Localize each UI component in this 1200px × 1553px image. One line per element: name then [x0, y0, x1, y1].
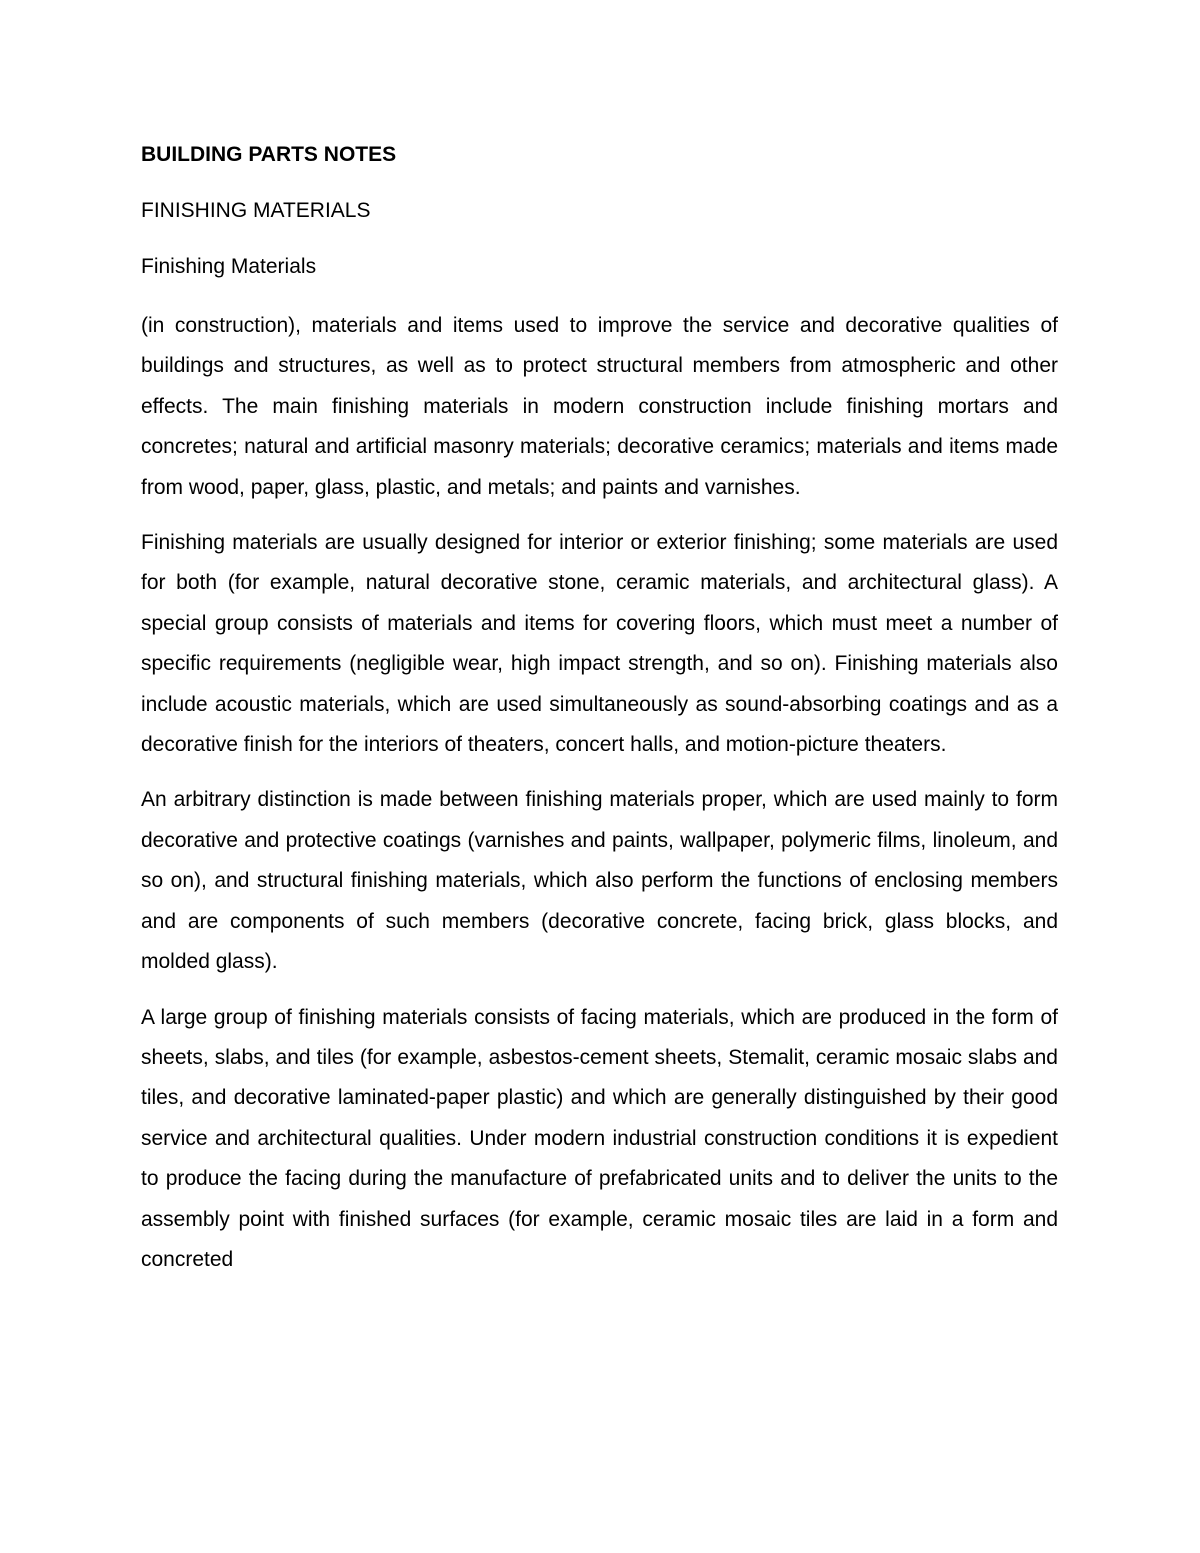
- paragraph: An arbitrary distinction is made between finishing materials proper, which are used mainly to form decorative and protective coatings (varnishes and paints, wallpaper, polymeric films, linoleum, and so on), and structural finishing materials, which also perform the functions of enclosing members and are components of such members (decorative concrete, facing brick, glass blocks, and molded glass).: [141, 788, 1058, 974]
- document-title: BUILDING PARTS NOTES: [141, 143, 397, 166]
- subheading: Finishing Materials: [141, 255, 317, 278]
- paragraph: A large group of finishing materials consists of facing materials, which are produced in the form of sheets, slabs, and tiles (for example, asbestos-cement sheets, Stemalit, ceramic mosaic slabs and tiles, and decorative laminated-paper plastic) and which are generally distinguished by their good service and architectural qualities. Under modern industrial construction conditions it is expedient to produce the facing during the manufacture of prefabricated units and to deliver the units to the assembly point with finished surfaces (for example, ceramic mosaic tiles are laid in a form and concreted: [141, 1005, 1058, 1271]
- section-heading: FINISHING MATERIALS: [141, 199, 371, 222]
- paragraph: (in construction), materials and items used to improve the service and decorative qualities of buildings and structures, as well as to protect structural members from atmospheric and other effects. The main finishing materials in modern construction include finishing mortars and concretes; natural and artificial masonry materials; decorative ceramics; materials and items made from wood, paper, glass, plastic, and metals; and paints and varnishes.: [141, 314, 1058, 499]
- document-body: [141, 138, 1058, 1295]
- paragraph: Finishing materials are usually designed for interior or exterior finishing; some materials are used for both (for example, natural decorative stone, ceramic materials, and architectural glass). A special group consists of materials and items for covering floors, which must meet a number of specific requirements (negligible wear, high impact strength, and so on). Finishing materials also include acoustic materials, which are used simultaneously as sound-absorbing coatings and as a decorative finish for the interiors of theaters, concert halls, and motion-picture theaters.: [141, 531, 1058, 757]
